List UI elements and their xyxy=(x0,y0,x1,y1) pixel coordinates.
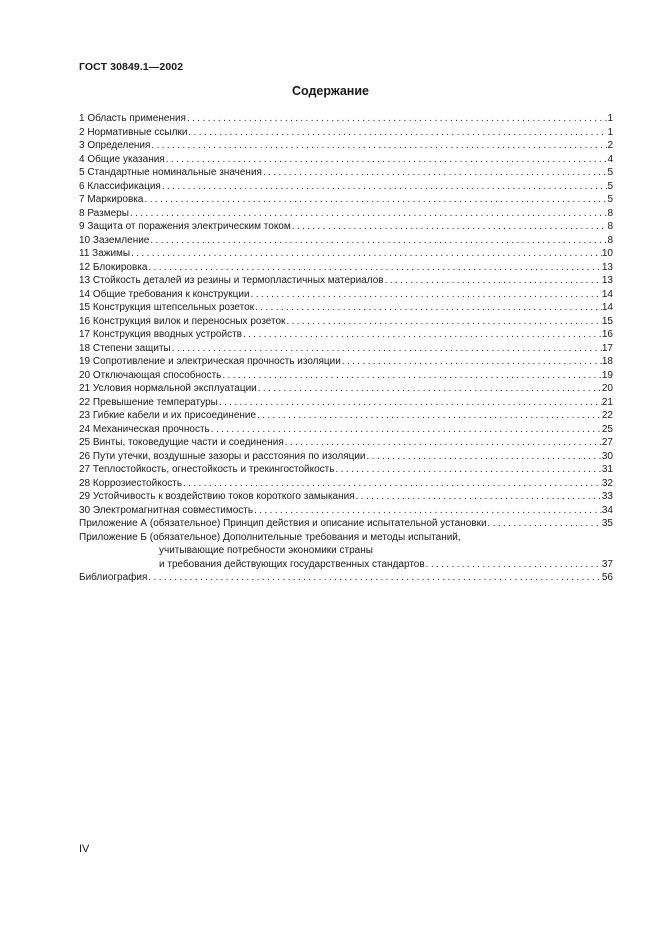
toc-entry-label: Библиография xyxy=(79,572,148,583)
toc-leader-dots xyxy=(186,112,607,126)
toc-entry-label: 17 Конструкция вводных устройств xyxy=(79,329,242,340)
toc-entry[interactable] xyxy=(79,315,613,329)
toc-entry[interactable] xyxy=(79,436,613,450)
toc-entry-page: 37 xyxy=(601,558,613,570)
toc-entry[interactable] xyxy=(79,490,613,504)
toc-entry-page: 4 xyxy=(607,153,613,165)
toc-leader-dots xyxy=(355,490,602,504)
document-code: ГОСТ 30849.1—2002 xyxy=(79,61,184,73)
toc-entry-page: 13 xyxy=(601,261,613,273)
toc-entry-page: 14 xyxy=(601,302,613,313)
toc-entry-label: 13 Стойкость деталей из резины и термопластичных материалов xyxy=(79,275,384,286)
toc-entry-label: Приложение А (обязательное) Принцип действия и описание испытательной установки xyxy=(79,518,487,529)
toc-entry-page: 32 xyxy=(601,477,613,489)
toc-entry[interactable] xyxy=(79,450,613,464)
toc-leader-dots xyxy=(143,193,607,207)
toc-entry-label: 30 Электромагнитная совместимость xyxy=(79,504,254,516)
toc-entry-page: 56 xyxy=(601,572,613,583)
toc-entry-page: 19 xyxy=(601,369,613,381)
toc-leader-dots xyxy=(253,504,602,518)
toc-leader-dots xyxy=(210,423,602,437)
toc-leader-dots xyxy=(129,207,608,221)
toc-entry-page: 8 xyxy=(607,221,613,232)
toc-entry[interactable] xyxy=(79,234,613,248)
toc-entry-label: 16 Конструкция вилок и переносных розеток xyxy=(79,315,286,327)
toc-entry-label: 9 Защита от поражения электрическим током xyxy=(79,221,291,232)
toc-entry[interactable] xyxy=(79,423,613,437)
toc-entry[interactable] xyxy=(79,409,613,423)
toc-entry-page: 8 xyxy=(607,234,613,246)
toc-entry[interactable] xyxy=(79,153,613,167)
toc-entry[interactable] xyxy=(79,355,613,369)
toc-entry-page: 1 xyxy=(607,113,613,124)
toc-entry[interactable] xyxy=(79,463,613,477)
toc-entry-page: 33 xyxy=(601,491,613,502)
toc-entry-label: 24 Механическая прочность xyxy=(79,423,210,435)
toc-entry-label: 5 Стандартные номинальные значения xyxy=(79,167,262,178)
toc-entry-page: 10 xyxy=(601,248,613,259)
toc-entry[interactable] xyxy=(79,328,613,342)
toc-entry-page: 21 xyxy=(601,396,613,408)
toc-entry[interactable] xyxy=(79,274,613,288)
toc-entry[interactable] xyxy=(79,301,613,315)
toc-entry-page: 14 xyxy=(601,288,613,300)
toc-entry-label: 1 Область применения xyxy=(79,113,186,124)
toc-leader-dots xyxy=(187,126,607,140)
toc-entry-label: 26 Пути утечки, воздушные зазоры и расстояния по изоляции xyxy=(79,450,366,462)
toc-leader-dots xyxy=(341,355,602,369)
toc-entry-label: 7 Маркировка xyxy=(79,194,144,205)
toc-leader-dots xyxy=(291,220,608,234)
toc-entry-label: 27 Теплостойкость, огнестойкость и трекингостойкость xyxy=(79,464,335,475)
toc-entry-label: и требования действующих государственных стандартов xyxy=(159,558,425,570)
toc-leader-dots xyxy=(384,274,602,288)
toc-entry-appendix-b-line3[interactable] xyxy=(79,558,613,572)
toc-entry-page: 8 xyxy=(607,207,613,219)
toc-leader-dots xyxy=(221,369,602,383)
toc-leader-dots xyxy=(171,342,602,356)
toc-leader-dots xyxy=(487,517,602,531)
toc-entry-page: 20 xyxy=(601,383,613,394)
toc-entry[interactable] xyxy=(79,288,613,302)
toc-leader-dots xyxy=(242,328,602,342)
toc-entry[interactable] xyxy=(79,382,613,396)
toc-entry[interactable] xyxy=(79,517,613,531)
toc-entry[interactable] xyxy=(79,261,613,275)
toc-entry[interactable] xyxy=(79,220,613,234)
toc-entry-page: 16 xyxy=(601,329,613,340)
toc-leader-dots xyxy=(161,180,608,194)
toc-entry-appendix-b-line1[interactable] xyxy=(79,531,613,545)
toc-leader-dots xyxy=(262,166,607,180)
toc-leader-dots xyxy=(182,477,602,491)
toc-entry-label: 4 Общие указания xyxy=(79,153,165,165)
toc-entry-page: 5 xyxy=(607,194,613,205)
toc-leader-dots xyxy=(257,382,602,396)
toc-entry-label: 21 Условия нормальной эксплуатации xyxy=(79,383,257,394)
toc-entry-label: 12 Блокировка xyxy=(79,261,148,273)
toc-entry-label: 18 Степени защиты xyxy=(79,342,171,354)
toc-entry-page: 18 xyxy=(601,356,613,367)
toc-entry-label: учитывающие потребности экономики страны xyxy=(159,545,373,556)
toc-entry-label: 11 Зажимы xyxy=(79,248,131,259)
page-number: IV xyxy=(79,843,90,855)
toc-leader-dots xyxy=(150,139,607,153)
toc-entry-page: 15 xyxy=(601,315,613,327)
toc-leader-dots xyxy=(254,301,602,315)
toc-entry-label: 2 Нормативные ссылки xyxy=(79,126,188,138)
toc-leader-dots xyxy=(256,409,602,423)
toc-entry[interactable] xyxy=(79,166,613,180)
toc-entry-page: 34 xyxy=(601,504,613,516)
toc-leader-dots xyxy=(149,234,607,248)
toc-entry[interactable] xyxy=(79,207,613,221)
toc-entry-page: 13 xyxy=(601,275,613,286)
toc-entry[interactable] xyxy=(79,112,613,126)
toc-leader-dots xyxy=(334,463,601,477)
toc-entry-appendix-b-line2 xyxy=(79,544,613,558)
toc-entry-bibliography[interactable] xyxy=(79,571,613,585)
toc-leader-dots xyxy=(130,247,602,261)
toc-entry[interactable] xyxy=(79,369,613,383)
toc-entry-page: 17 xyxy=(601,342,613,354)
toc-entry-page: 31 xyxy=(601,464,613,475)
toc-leader-dots xyxy=(285,315,601,329)
toc-entry-label: 8 Размеры xyxy=(79,207,129,219)
toc-entry-page: 1 xyxy=(607,126,613,138)
toc-entry-label: 10 Заземление xyxy=(79,234,150,246)
toc-entry-label: 20 Отключающая способность xyxy=(79,369,222,381)
toc-leader-dots xyxy=(366,450,602,464)
table-of-contents xyxy=(79,112,613,585)
toc-entry[interactable] xyxy=(79,504,613,518)
toc-entry-page: 25 xyxy=(601,423,613,435)
toc-entry[interactable] xyxy=(79,342,613,356)
toc-leader-dots xyxy=(284,436,602,450)
toc-entry-label: 22 Превышение температуры xyxy=(79,396,218,408)
toc-entry-label: Приложение Б (обязательное) Дополнительные требования и методы испытаний, xyxy=(79,531,461,543)
toc-entry-label: 3 Определения xyxy=(79,140,151,151)
toc-entry[interactable] xyxy=(79,180,613,194)
toc-leader-dots xyxy=(218,396,602,410)
toc-entry-label: 23 Гибкие кабели и их присоединение xyxy=(79,410,257,421)
toc-leader-dots xyxy=(147,571,601,585)
toc-entry-page: 2 xyxy=(607,140,613,151)
toc-entry-label: 29 Устойчивость к воздействию токов короткого замыкания xyxy=(79,491,355,502)
toc-entry[interactable] xyxy=(79,396,613,410)
toc-leader-dots xyxy=(147,261,601,275)
toc-entry[interactable] xyxy=(79,477,613,491)
toc-entry-label: 6 Классификация xyxy=(79,180,161,192)
toc-entry-label: 15 Конструкция штепсельных розеток xyxy=(79,302,255,313)
page-title: Содержание xyxy=(291,84,369,98)
toc-entry-label: 19 Сопротивление и электрическая прочность изоляции xyxy=(79,356,341,367)
toc-entry[interactable] xyxy=(79,126,613,140)
toc-entry-label: 28 Коррозиестойкость xyxy=(79,477,183,489)
toc-leader-dots xyxy=(425,558,602,572)
toc-entry-label: 14 Общие требования к конструкции xyxy=(79,288,250,300)
toc-leader-dots xyxy=(250,288,602,302)
toc-entry[interactable] xyxy=(79,247,613,261)
toc-entry[interactable] xyxy=(79,139,613,153)
toc-entry-page: 35 xyxy=(601,518,613,529)
toc-leader-dots xyxy=(165,153,608,167)
toc-entry-page: 30 xyxy=(601,450,613,462)
toc-entry-page: 27 xyxy=(601,437,613,448)
toc-entry-page: 5 xyxy=(607,167,613,178)
toc-entry-page: 5 xyxy=(607,180,613,192)
toc-entry-page: 22 xyxy=(601,410,613,421)
toc-entry[interactable] xyxy=(79,193,613,207)
toc-entry-label: 25 Винты, токоведущие части и соединения xyxy=(79,437,284,448)
